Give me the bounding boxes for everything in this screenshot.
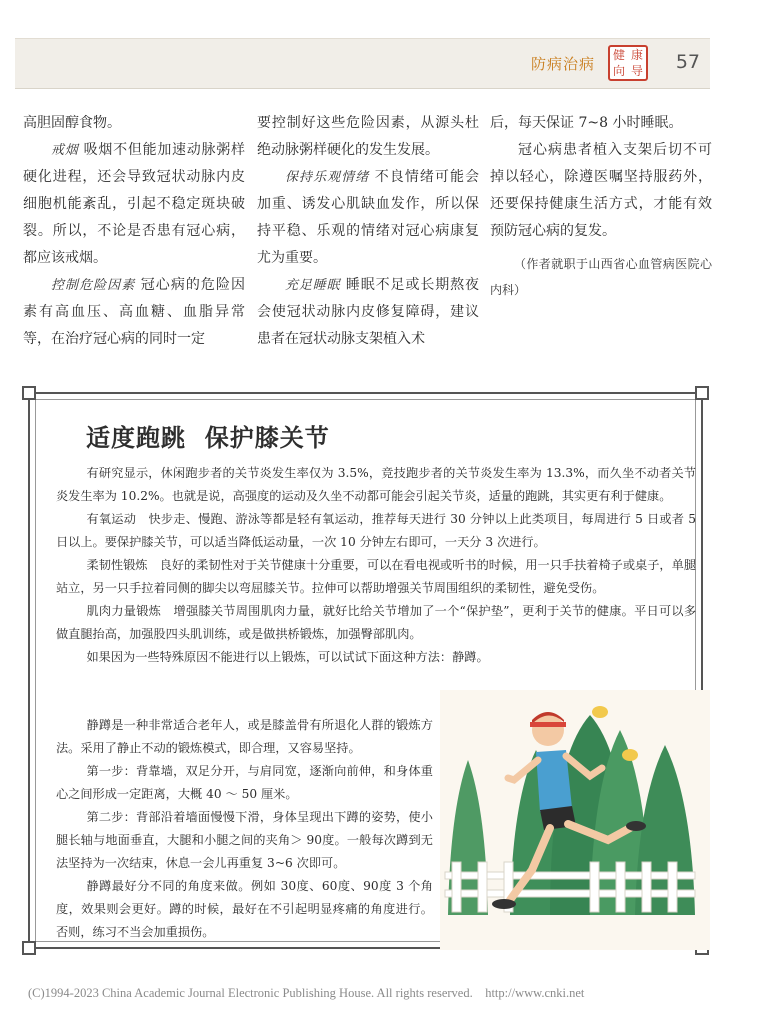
paragraph <box>257 164 479 272</box>
paragraph: 要控制好这些危险因素，从源头杜绝动脉粥样硬化的发生发展。 <box>257 115 479 158</box>
paragraph-lead: 有氧运动 <box>86 512 137 526</box>
article-column-2 <box>257 110 479 353</box>
paragraph-body: 快步走、慢跑、游泳等都是轻有氧运动，推荐每天进行 30 分钟以上此类项目，每周进行 5 日或者 5 日以上。要保护膝关节，可以适当降低运动量，一次 10 分钟左右即可，一天分 3 次进行。 <box>56 512 697 549</box>
page-number: 57 <box>675 51 700 73</box>
paragraph: 静蹲是一种非常适合老年人，或是膝盖骨有所退化人群的锻炼方法。采用了静止不动的锻炼模式，即合理，又容易坚持。 <box>56 718 433 755</box>
paragraph <box>56 508 696 554</box>
logo-char: 导 <box>630 64 643 78</box>
paragraph-body: 不良情绪可能会加重、诱发心肌缺血发作，所以保持平稳、乐观的情绪对冠心病康复尤为重要。 <box>257 169 479 266</box>
paragraph <box>56 600 696 646</box>
section-label: 防病治病 <box>530 55 595 73</box>
paragraph: 第一步：背靠墙，双足分开，与肩同宽，逐渐向前伸，和身体重心之间形成一定距离，大概 40 ～ 50 厘米。 <box>56 764 433 801</box>
feature-body-narrow <box>56 714 433 944</box>
paragraph-body: 冠心病的危险因素有高血压、高血糖、血脂异常等，在治疗冠心病的同时一定 <box>23 277 245 347</box>
paragraph <box>23 137 245 272</box>
paragraph: 静蹲最好分不同的角度来做。例如 30度、60度、90度 3 个角度，效果则会更好。蹲的时候，最好在不引起明显疼痛的角度进行。否则，练习不当会加重损伤。 <box>56 879 433 939</box>
bird-icon <box>622 749 638 761</box>
paragraph-body: 吸烟不但能加速动脉粥样硬化进程，还会导致冠状动脉内皮细胞机能紊乱，引起不稳定斑块破裂。所以，不论是否患有冠心病，都应该戒烟。 <box>23 142 245 266</box>
paragraph: 如果因为一些特殊原因不能进行以上锻炼，可以试试下面这种方法：静蹲。 <box>86 650 489 664</box>
page-header <box>15 38 710 89</box>
paragraph-lead: 保持乐观情绪 <box>285 170 370 185</box>
paragraph <box>56 554 696 600</box>
runner-illustration <box>440 690 710 950</box>
paragraph-body: 良好的柔韧性对于关节健康十分重要，可以在看电视或听书的时候，用一只手扶着椅子或桌子，单腿站立，另一只手拉着同侧的脚尖以弯屈膝关节。拉伸可以帮助增强关节周围组织的柔韧性，避免受伤。 <box>56 558 697 595</box>
paragraph: 有研究显示，休闲跑步者的关节炎发生率仅为 3.5%，竞技跑步者的关节炎发生率为 13.3%，而久坐不动者关节炎发生率为 10.2%。也就是说，高强度的运动及久坐不动都可能会引起关节炎，适量的跑跳，其实更有利于健康。 <box>56 466 696 503</box>
paragraph <box>257 272 479 353</box>
box-corner-ornament <box>695 386 709 400</box>
logo-char: 健 <box>612 48 625 62</box>
bird-icon <box>592 706 608 718</box>
paragraph-lead: 充足睡眠 <box>285 278 341 293</box>
paragraph: 第二步：背部沿着墙面慢慢下滑，身体呈现出下蹲的姿势，使小腿长轴与地面垂直，大腿和小腿之间的夹角＞ 90度。一般每次蹲到无法坚持为一次结束，休息一会儿再重复 3~6 次即可。 <box>56 810 433 870</box>
article-column-3 <box>490 110 712 303</box>
logo-char: 康 <box>630 48 643 62</box>
paragraph-lead: 控制危险因素 <box>51 278 136 293</box>
copyright-footer: (C)1994-2023 China Academic Journal Electronic Publishing House. All rights reserved. http://www.cnki.net <box>28 986 585 1000</box>
health-guide-logo <box>608 45 648 81</box>
logo-char: 向 <box>612 64 625 78</box>
paragraph: 高胆固醇食物。 <box>23 115 121 131</box>
article-column-1 <box>23 110 245 353</box>
paragraph-lead: 柔韧性锻炼 <box>86 558 148 572</box>
paragraph-lead: 戒烟 <box>51 143 79 158</box>
paragraph-lead: 肌肉力量锻炼 <box>86 604 162 618</box>
paragraph: 后，每天保证 7~8 小时睡眠。 <box>490 115 683 131</box>
paragraph: 冠心病患者植入支架后切不可掉以轻心，除遵医嘱坚持服药外，还要保持健康生活方式，才能有效预防冠心病的复发。 <box>490 142 712 239</box>
paragraph-body: 睡眠不足或长期熬夜会使冠状动脉内皮修复障碍，建议患者在冠状动脉支架植入术 <box>257 277 479 347</box>
feature-title: 适度跑跳 保护膝关节 <box>86 424 330 452</box>
box-corner-ornament <box>22 386 36 400</box>
author-note: （作者就职于山西省心血管病医院心内科） <box>490 257 712 297</box>
box-corner-ornament <box>22 941 36 955</box>
paragraph-body: 增强膝关节周围肌肉力量，就好比给关节增加了一个“保护垫”，更利于关节的健康。平日可以多做直腿抬高，加强股四头肌训练，或是做拱桥锻炼，加强臀部肌肉。 <box>56 604 697 641</box>
paragraph <box>23 272 245 353</box>
header-divider <box>15 88 710 89</box>
feature-body <box>56 462 696 669</box>
